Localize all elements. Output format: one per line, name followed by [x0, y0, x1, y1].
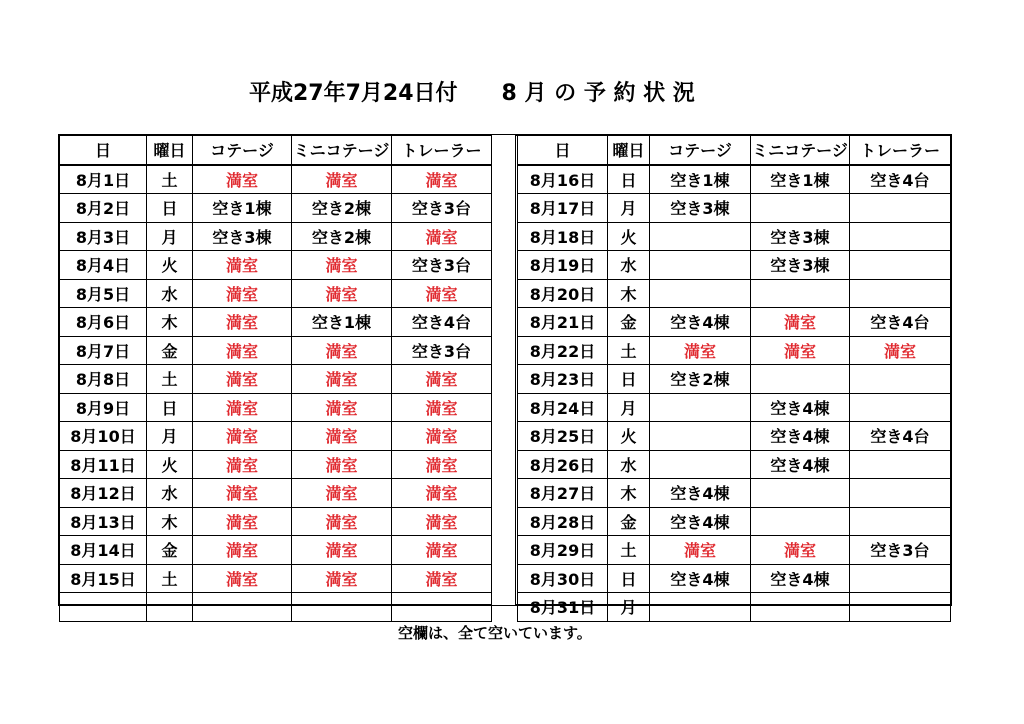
- table-row: [518, 222, 951, 251]
- table-row: [60, 507, 492, 536]
- cell-weekday: 金: [147, 336, 193, 365]
- cell-weekday: 日: [147, 393, 193, 422]
- cell-weekday: 水: [147, 479, 193, 508]
- cell-cottage: [650, 422, 751, 451]
- cell-date: 8月13日: [60, 507, 147, 536]
- cell-trailer: 空き3台: [392, 194, 492, 223]
- cell-date: 8月16日: [518, 165, 608, 194]
- cell-date: 8月15日: [60, 564, 147, 593]
- table-row: [60, 308, 492, 337]
- cell-date: 8月19日: [518, 251, 608, 280]
- cell-trailer: 満室: [392, 479, 492, 508]
- cell-trailer: [850, 222, 951, 251]
- schedule-table-left: [59, 135, 492, 622]
- cell-weekday: 日: [608, 365, 650, 394]
- cell-weekday: 土: [147, 564, 193, 593]
- header-weekday: 曜日: [147, 136, 193, 165]
- cell-weekday: 木: [147, 308, 193, 337]
- cell-weekday: 土: [608, 336, 650, 365]
- cell-mini-cottage: 満室: [292, 365, 392, 394]
- cell-mini-cottage: 満室: [751, 536, 850, 565]
- cell-trailer: 空き4台: [850, 165, 951, 194]
- cell-trailer: [850, 393, 951, 422]
- cell-date: 8月5日: [60, 279, 147, 308]
- cell-mini-cottage: 空き2棟: [292, 194, 392, 223]
- cell-weekday: 金: [608, 308, 650, 337]
- table-row: [60, 393, 492, 422]
- cell-weekday: 水: [608, 251, 650, 280]
- cell-trailer: 満室: [392, 422, 492, 451]
- cell-date: 8月30日: [518, 564, 608, 593]
- cell-weekday: 土: [147, 165, 193, 194]
- cell-cottage: 満室: [650, 536, 751, 565]
- cell-mini-cottage: 満室: [751, 308, 850, 337]
- cell-cottage: 満室: [193, 279, 292, 308]
- cell-mini-cottage: 満室: [292, 165, 392, 194]
- table-row: [60, 422, 492, 451]
- page-title: 平成27年7月24日付 8 月 の 予 約 状 況: [249, 81, 695, 106]
- cell-mini-cottage: 空き4棟: [751, 393, 850, 422]
- cell-weekday: 日: [608, 564, 650, 593]
- cell-weekday: [147, 593, 193, 622]
- cell-cottage: 空き1棟: [193, 194, 292, 223]
- cell-mini-cottage: 空き4棟: [751, 564, 850, 593]
- cell-date: 8月20日: [518, 279, 608, 308]
- cell-cottage: 満室: [650, 336, 751, 365]
- cell-cottage: 空き4棟: [650, 479, 751, 508]
- table-row: [518, 479, 951, 508]
- cell-mini-cottage: 空き4棟: [751, 450, 850, 479]
- footnote: 空欄は、全て空いています。: [398, 624, 592, 642]
- cell-date: 8月24日: [518, 393, 608, 422]
- cell-cottage: 満室: [193, 336, 292, 365]
- cell-trailer: 満室: [392, 536, 492, 565]
- cell-weekday: 日: [147, 194, 193, 223]
- cell-weekday: 水: [147, 279, 193, 308]
- cell-date: 8月18日: [518, 222, 608, 251]
- cell-mini-cottage: 空き1棟: [292, 308, 392, 337]
- cell-trailer: [850, 365, 951, 394]
- cell-date: 8月9日: [60, 393, 147, 422]
- cell-date: 8月1日: [60, 165, 147, 194]
- cell-weekday: 土: [608, 536, 650, 565]
- cell-mini-cottage: 満室: [292, 450, 392, 479]
- cell-date: 8月25日: [518, 422, 608, 451]
- cell-cottage: 満室: [193, 308, 292, 337]
- cell-cottage: [650, 393, 751, 422]
- cell-trailer: 満室: [850, 336, 951, 365]
- cell-weekday: 月: [147, 422, 193, 451]
- cell-date: 8月10日: [60, 422, 147, 451]
- cell-weekday: 金: [147, 536, 193, 565]
- header-trailer: トレーラー: [850, 136, 951, 165]
- table-row: [518, 564, 951, 593]
- cell-trailer: 空き4台: [850, 422, 951, 451]
- cell-cottage: [650, 222, 751, 251]
- header-row: [518, 136, 951, 165]
- cell-cottage: [650, 279, 751, 308]
- header-cottage: コテージ: [650, 136, 751, 165]
- cell-trailer: [850, 251, 951, 280]
- cell-mini-cottage: 満室: [292, 564, 392, 593]
- table-row: [518, 450, 951, 479]
- cell-weekday: 火: [147, 450, 193, 479]
- cell-mini-cottage: 満室: [292, 336, 392, 365]
- cell-trailer: [850, 507, 951, 536]
- cell-mini-cottage: 満室: [292, 536, 392, 565]
- cell-weekday: 月: [147, 222, 193, 251]
- table-row: [60, 251, 492, 280]
- table-row: [60, 593, 492, 622]
- table-row: [60, 365, 492, 394]
- header-row: [60, 136, 492, 165]
- cell-mini-cottage: [751, 279, 850, 308]
- cell-trailer: 満室: [392, 393, 492, 422]
- cell-weekday: 月: [608, 194, 650, 223]
- cell-mini-cottage: 空き4棟: [751, 422, 850, 451]
- cell-mini-cottage: [751, 365, 850, 394]
- cell-trailer: [392, 593, 492, 622]
- cell-date: 8月22日: [518, 336, 608, 365]
- cell-weekday: 月: [608, 393, 650, 422]
- cell-trailer: 満室: [392, 564, 492, 593]
- cell-cottage: 満室: [193, 165, 292, 194]
- header-mini-cottage: ミニコテージ: [292, 136, 392, 165]
- cell-trailer: 空き3台: [392, 251, 492, 280]
- cell-trailer: 空き3台: [850, 536, 951, 565]
- cell-trailer: [850, 279, 951, 308]
- schedule-table-right: [517, 135, 951, 622]
- cell-mini-cottage: 満室: [292, 279, 392, 308]
- cell-date: 8月3日: [60, 222, 147, 251]
- table-row: [60, 279, 492, 308]
- cell-trailer: 満室: [392, 222, 492, 251]
- header-weekday: 曜日: [608, 136, 650, 165]
- cell-date: 8月26日: [518, 450, 608, 479]
- header-mini-cottage: ミニコテージ: [751, 136, 850, 165]
- cell-date: 8月17日: [518, 194, 608, 223]
- cell-mini-cottage: 空き3棟: [751, 222, 850, 251]
- cell-mini-cottage: 満室: [292, 393, 392, 422]
- cell-trailer: 満室: [392, 507, 492, 536]
- cell-cottage: 満室: [193, 393, 292, 422]
- cell-mini-cottage: 満室: [292, 422, 392, 451]
- cell-date: 8月29日: [518, 536, 608, 565]
- cell-cottage: 空き4棟: [650, 564, 751, 593]
- cell-date: 8月6日: [60, 308, 147, 337]
- cell-mini-cottage: 空き1棟: [751, 165, 850, 194]
- cell-trailer: 満室: [392, 365, 492, 394]
- cell-mini-cottage: 空き3棟: [751, 251, 850, 280]
- table-row: [518, 251, 951, 280]
- cell-date: 8月8日: [60, 365, 147, 394]
- cell-mini-cottage: [751, 479, 850, 508]
- cell-cottage: 空き4棟: [650, 507, 751, 536]
- table-row: [518, 536, 951, 565]
- cell-cottage: 空き2棟: [650, 365, 751, 394]
- table-row: [518, 422, 951, 451]
- cell-trailer: [850, 450, 951, 479]
- cell-weekday: 月: [608, 593, 650, 622]
- header-date: 日: [518, 136, 608, 165]
- table-row: [518, 279, 951, 308]
- cell-date: 8月11日: [60, 450, 147, 479]
- cell-weekday: 木: [608, 479, 650, 508]
- cell-cottage: 満室: [193, 479, 292, 508]
- cell-cottage: 空き1棟: [650, 165, 751, 194]
- header-cottage: コテージ: [193, 136, 292, 165]
- cell-date: [60, 593, 147, 622]
- cell-weekday: 水: [608, 450, 650, 479]
- cell-mini-cottage: 満室: [751, 336, 850, 365]
- cell-date: 8月2日: [60, 194, 147, 223]
- cell-cottage: 空き4棟: [650, 308, 751, 337]
- cell-trailer: [850, 564, 951, 593]
- cell-weekday: 土: [147, 365, 193, 394]
- cell-trailer: 空き3台: [392, 336, 492, 365]
- cell-weekday: 木: [147, 507, 193, 536]
- cell-date: 8月28日: [518, 507, 608, 536]
- cell-date: 8月21日: [518, 308, 608, 337]
- cell-weekday: 木: [608, 279, 650, 308]
- header-trailer: トレーラー: [392, 136, 492, 165]
- cell-date: 8月12日: [60, 479, 147, 508]
- cell-cottage: 空き3棟: [650, 194, 751, 223]
- cell-date: 8月23日: [518, 365, 608, 394]
- cell-cottage: [650, 593, 751, 622]
- cell-date: 8月27日: [518, 479, 608, 508]
- table-row: [518, 393, 951, 422]
- table-row: [518, 593, 951, 622]
- table-row: [518, 336, 951, 365]
- cell-weekday: 火: [608, 422, 650, 451]
- cell-trailer: 満室: [392, 450, 492, 479]
- cell-weekday: 日: [608, 165, 650, 194]
- cell-cottage: 満室: [193, 365, 292, 394]
- cell-cottage: 満室: [193, 251, 292, 280]
- cell-trailer: [850, 479, 951, 508]
- cell-trailer: [850, 593, 951, 622]
- table-row: [60, 165, 492, 194]
- cell-mini-cottage: 空き2棟: [292, 222, 392, 251]
- cell-date: 8月14日: [60, 536, 147, 565]
- cell-weekday: 火: [608, 222, 650, 251]
- cell-mini-cottage: 満室: [292, 507, 392, 536]
- cell-cottage: 空き3棟: [193, 222, 292, 251]
- table-row: [518, 194, 951, 223]
- cell-trailer: 満室: [392, 165, 492, 194]
- table-row: [60, 479, 492, 508]
- cell-date: 8月4日: [60, 251, 147, 280]
- cell-cottage: [650, 251, 751, 280]
- cell-mini-cottage: [751, 507, 850, 536]
- table-row: [60, 564, 492, 593]
- table-row: [518, 507, 951, 536]
- cell-cottage: 満室: [193, 507, 292, 536]
- table-row: [518, 365, 951, 394]
- cell-mini-cottage: [751, 194, 850, 223]
- cell-cottage: [193, 593, 292, 622]
- cell-cottage: 満室: [193, 422, 292, 451]
- table-row: [60, 336, 492, 365]
- cell-weekday: 金: [608, 507, 650, 536]
- table-row: [518, 165, 951, 194]
- table-row: [60, 536, 492, 565]
- cell-cottage: 満室: [193, 564, 292, 593]
- cell-cottage: 満室: [193, 536, 292, 565]
- table-divider: [491, 135, 516, 605]
- cell-mini-cottage: 満室: [292, 251, 392, 280]
- table-row: [60, 222, 492, 251]
- table-row: [60, 194, 492, 223]
- cell-date: 8月7日: [60, 336, 147, 365]
- cell-weekday: 火: [147, 251, 193, 280]
- cell-trailer: 満室: [392, 279, 492, 308]
- header-date: 日: [60, 136, 147, 165]
- cell-mini-cottage: [292, 593, 392, 622]
- cell-cottage: [650, 450, 751, 479]
- cell-cottage: 満室: [193, 450, 292, 479]
- cell-mini-cottage: [751, 593, 850, 622]
- cell-date: 8月31日: [518, 593, 608, 622]
- cell-trailer: [850, 194, 951, 223]
- cell-trailer: 空き4台: [850, 308, 951, 337]
- cell-mini-cottage: 満室: [292, 479, 392, 508]
- cell-trailer: 空き4台: [392, 308, 492, 337]
- table-row: [60, 450, 492, 479]
- table-row: [518, 308, 951, 337]
